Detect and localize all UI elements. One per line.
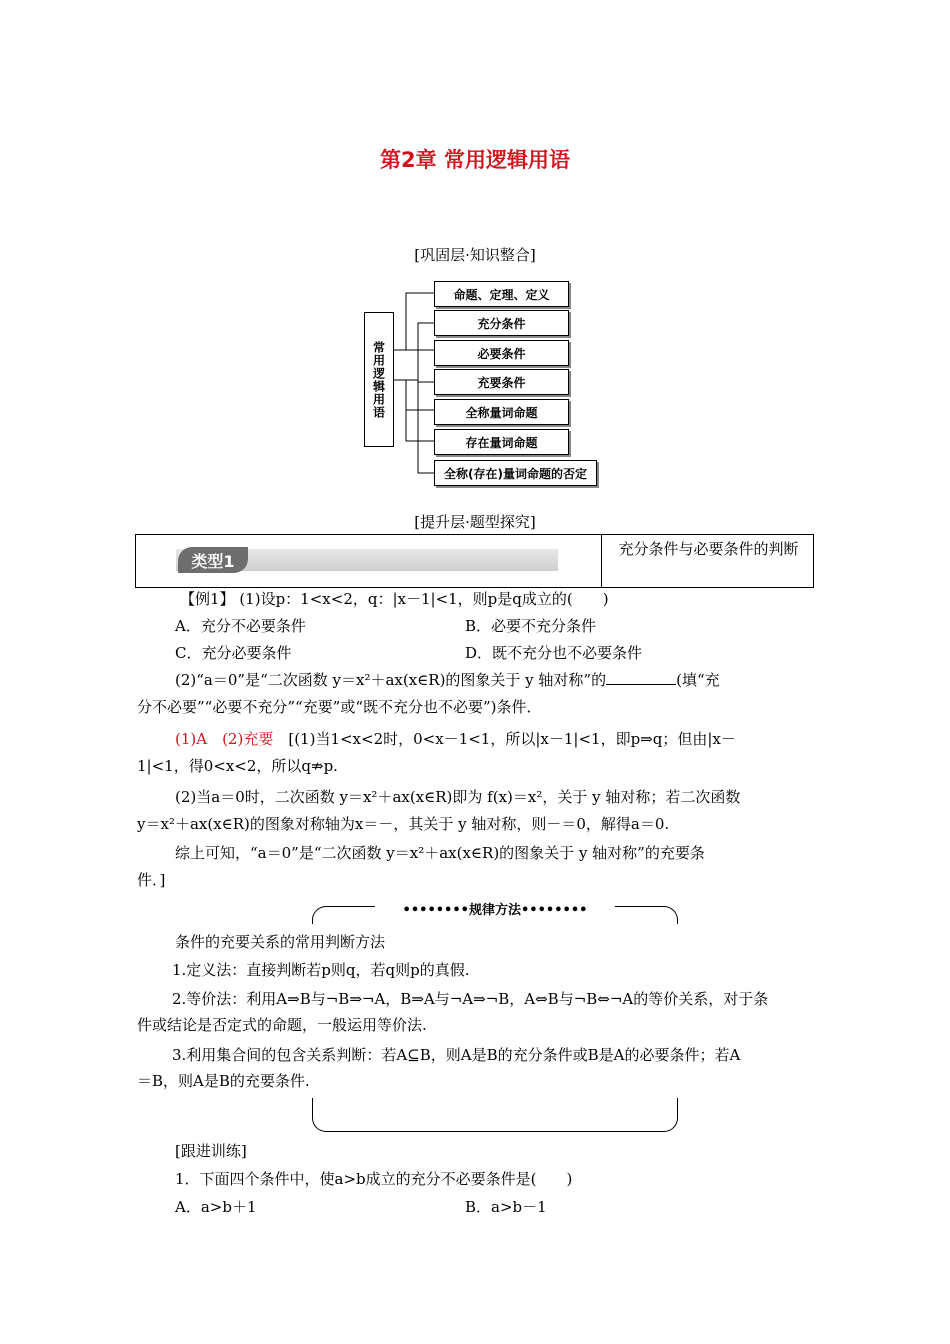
example-label: 【例1】: [180, 590, 235, 608]
section-heading-improve: [提升层·题型探究]: [414, 513, 536, 531]
answer-line-2: 1|<1，得0<x<2，所以q⇏p.: [137, 757, 338, 775]
concept-node: 全称(存在)量词命题的否定: [434, 460, 597, 486]
rule-point-2: 2.等价法：利用A⇒B与¬B⇒¬A，B⇒A与¬A⇒¬B，A⇔B与¬B⇔¬A的等价关系，对于条: [172, 990, 769, 1008]
type-badge: 类型1: [178, 547, 248, 573]
answer-line-4: y＝x²＋ax(x∈R)的图象对称轴为x＝－，其关于 y 轴对称，则－＝0，解得a＝0.: [137, 815, 670, 833]
option-d: D．既不充分也不必要条件: [465, 644, 643, 662]
answer-key: (1)A (2)充要: [175, 730, 274, 748]
answer-line-3: (2)当a＝0时，二次函数 y＝x²＋ax(x∈R)即为 f(x)＝x²，关于 y 轴对称；若二次函数: [175, 788, 741, 806]
answer-line-1: (1)A (2)充要 [(1)当1<x<2时，0<x－1<1，所以|x－1|<1，即p⇒q；但由|x－: [175, 730, 736, 748]
chapter-title: 第2章 常用逻辑用语: [380, 148, 570, 172]
type-title: 充分条件与必要条件的判断: [618, 540, 799, 558]
example-question-2: (2)“a＝0”是“二次函数 y＝x²＋ax(x∈R)的图象关于 y 轴对称”的 (填“充: [175, 671, 720, 689]
concept-node: 必要条件: [434, 340, 569, 366]
option-c: C．充分必要条件: [175, 644, 292, 662]
type-banner: [136, 535, 602, 587]
rule-heading: 条件的充要关系的常用判断方法: [175, 933, 386, 951]
practice-option-a: A．a>b＋1: [175, 1198, 257, 1216]
option-b: B．必要不充分条件: [465, 617, 597, 635]
rule-box-bottom: [312, 1098, 678, 1132]
rule-point-3-cont: ＝B，则A是B的充要条件.: [137, 1072, 310, 1090]
concept-node: 充分条件: [434, 310, 569, 336]
rule-point-3: 3.利用集合间的包含关系判断：若A⊆B，则A是B的充分条件或B是A的必要条件；若A: [172, 1046, 741, 1064]
section-heading-consolidate: [巩固层·知识整合]: [414, 246, 536, 264]
concept-map-root: 常用逻辑用语: [364, 312, 394, 447]
option-a: A．充分不必要条件: [175, 617, 306, 635]
rule-label: ••••••••规律方法••••••••: [375, 899, 615, 918]
example-question-1: 【例1】 (1)设p：1<x<2，q：|x－1|<1，则p是q成立的( ): [180, 590, 609, 608]
conclusion-line-2: 件．]: [137, 871, 166, 889]
practice-question-1: 1．下面四个条件中，使a>b成立的充分不必要条件是( ): [175, 1170, 573, 1188]
practice-option-b: B．a>b－1: [465, 1198, 547, 1216]
practice-heading: [跟进训练]: [175, 1142, 247, 1160]
concept-node: 命题、定理、定义: [434, 281, 569, 307]
concept-node: 全称量词命题: [434, 399, 569, 425]
concept-node: 充要条件: [434, 369, 569, 395]
type-header: [135, 534, 814, 588]
example-question-2-cont: 分不必要”“必要不充分”“充要”或“既不充分也不必要”)条件．: [137, 698, 542, 716]
conclusion-line-1: 综上可知，“a＝0”是“二次函数 y＝x²＋ax(x∈R)的图象关于 y 轴对称”的充要条: [175, 844, 705, 862]
rule-point-2-cont: 件或结论是否定式的命题，一般运用等价法.: [137, 1016, 427, 1034]
rule-point-1: 1.定义法：直接判断若p则q，若q则p的真假.: [172, 961, 470, 979]
concept-node: 存在量词命题: [434, 429, 569, 455]
answer-blank: [606, 670, 676, 685]
